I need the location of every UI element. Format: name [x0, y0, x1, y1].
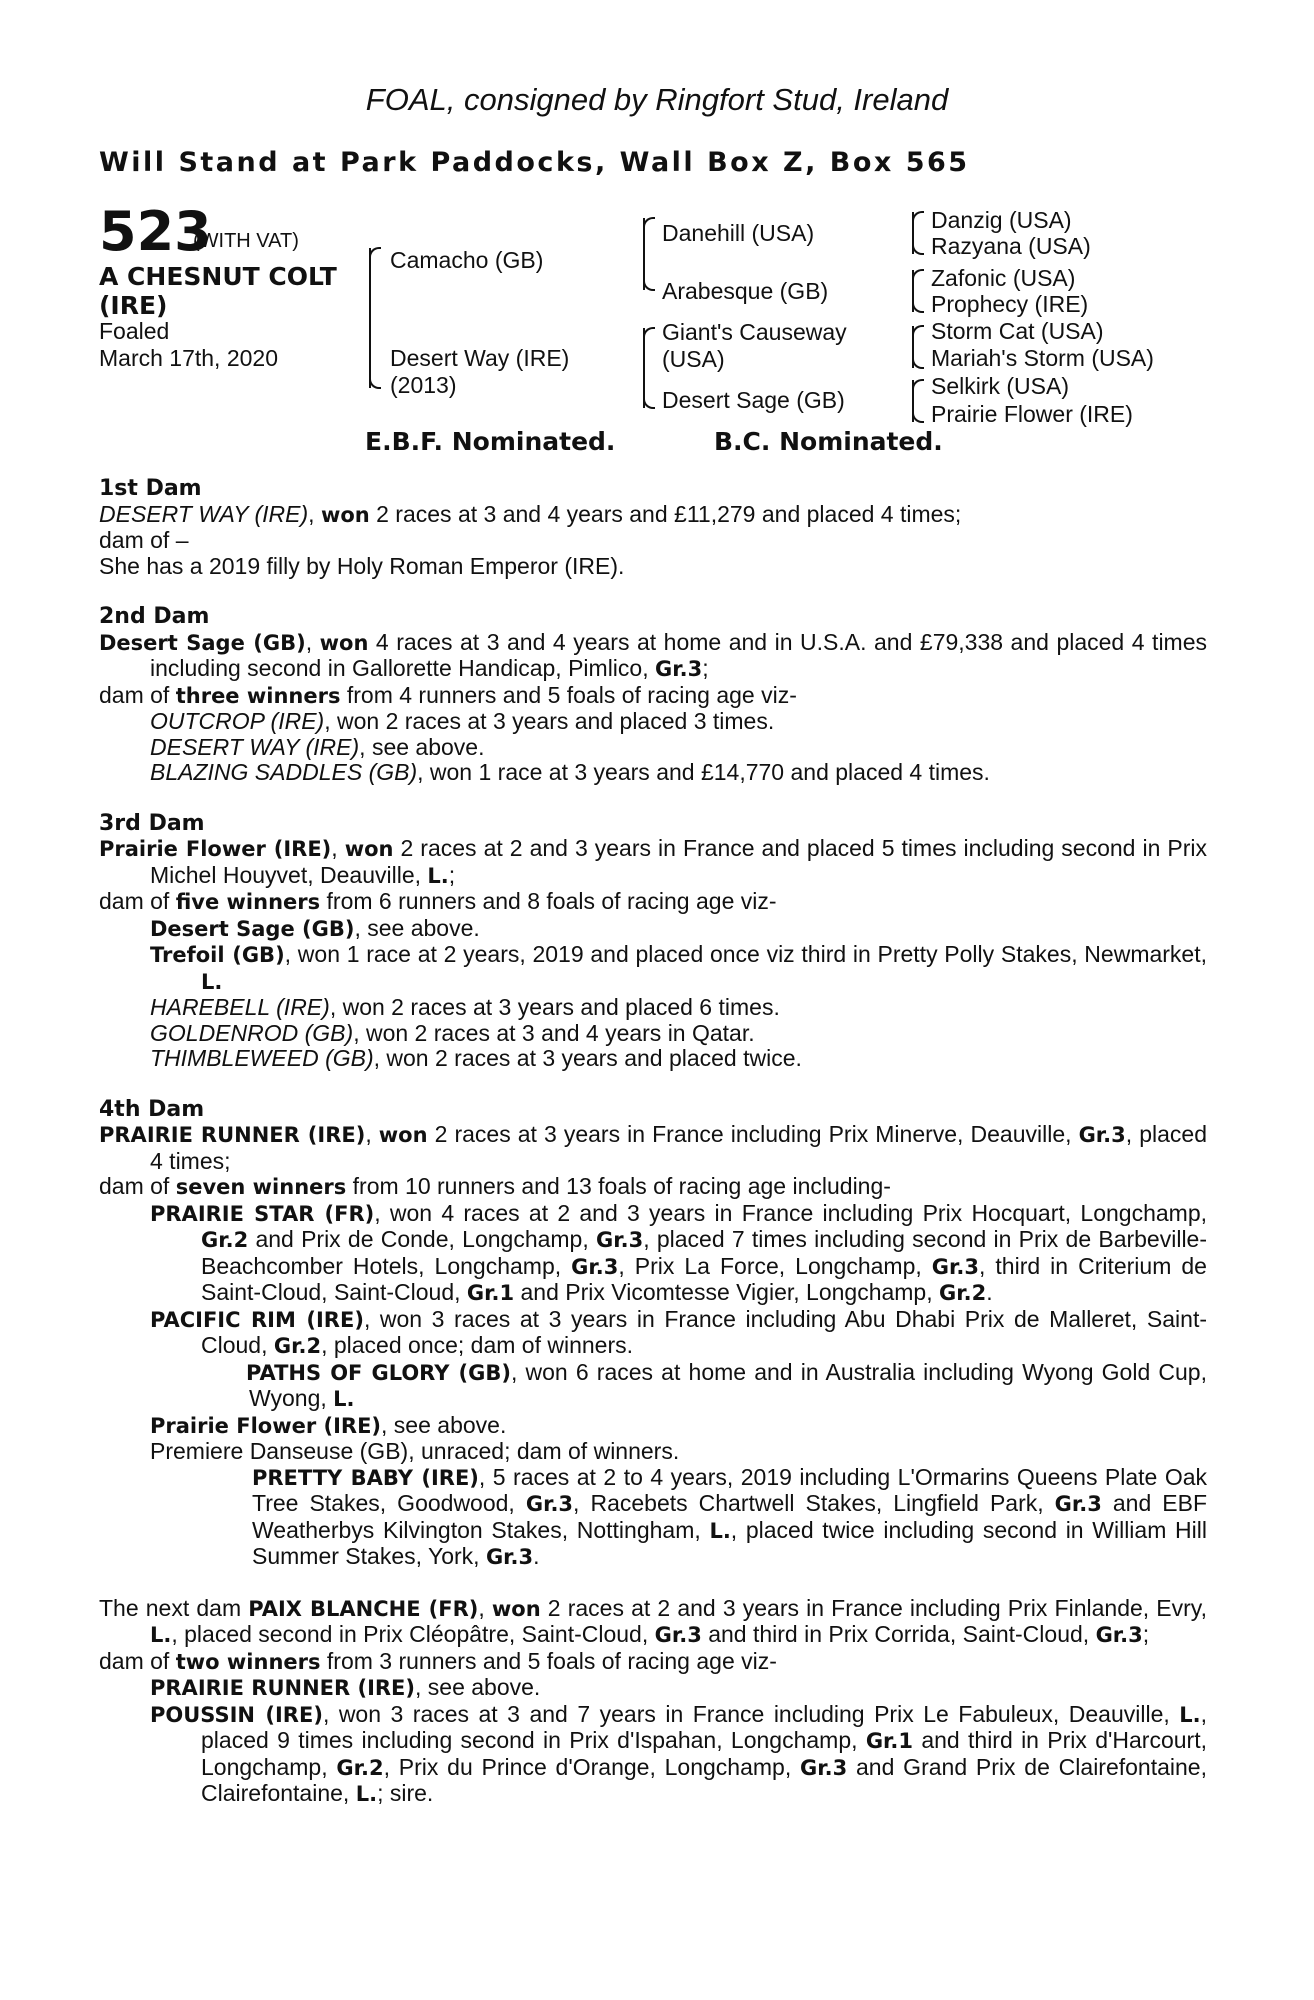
pedigree-dam-dam: Desert Sage (GB) — [662, 387, 845, 413]
dam-record: The next dam PAIX BLANCHE (FR), won 2 races at 2 and 3 years in France including Prix Finlande, Evry, L., placed second in Prix Cléopâtre, Saint-Cloud, Gr.3 and third in Prix Corrida, Saint-Cloud, Gr.3; — [99, 1594, 1207, 1647]
produce-line — [99, 942, 1207, 995]
dam-of-line: dam of – — [99, 527, 189, 553]
grade-label: Gr.3 — [571, 1254, 619, 1279]
grade-label: Gr.2 — [939, 1281, 987, 1305]
grade-label: Gr.3 — [485, 1545, 534, 1569]
pedigree-brace — [912, 380, 914, 422]
record-text: , won 3 races at 3 years in France including Abu Dhabi Prix de Malleret, Saint-Cloud, — [201, 1305, 1207, 1358]
horse-name: HAREBELL (IRE) — [150, 994, 330, 1020]
section-heading: 1st Dam — [99, 476, 202, 501]
dam-of-line — [99, 1174, 1207, 1201]
record-text: ; sire. — [377, 1780, 434, 1806]
record-text: and Prix de Conde, Longchamp, — [248, 1226, 596, 1252]
pedigree-dam-sire-country: (USA) — [662, 346, 725, 372]
next-dam-section — [99, 1596, 1207, 1808]
grade-label: L. — [427, 863, 449, 888]
record-text: from 10 runners and 13 foals of racing age including- — [346, 1173, 891, 1199]
produce-line — [99, 735, 1207, 761]
record-text: , placed 7 times including second in Prix de Barbeville-Beachcomber Hotels, Longchamp, — [201, 1226, 1208, 1279]
record-text: , won 2 races at 3 years and placed 3 times. — [324, 708, 775, 734]
record-text: and Prix Vicomtesse Vigier, Longchamp, — [514, 1279, 940, 1305]
pedigree-ancestor: Razyana (USA) — [931, 233, 1091, 259]
horse-name: PATHS OF GLORY (GB) — [246, 1360, 511, 1385]
dam-of-line — [99, 683, 1207, 710]
produce-line — [99, 1702, 1207, 1808]
record-text: , placed once; dam of winners. — [321, 1332, 634, 1358]
second-dam-section — [99, 604, 1207, 786]
produce-line — [99, 1465, 1207, 1571]
grade-label: Gr.3 — [654, 1623, 702, 1647]
foaled-date: March 17th, 2020 — [99, 345, 279, 371]
grade-label: Gr.2 — [273, 1334, 322, 1358]
record-text: and third in Prix d'Harcourt, Longchamp, — [201, 1727, 1207, 1780]
grade-label: Gr.3 — [655, 657, 703, 681]
horse-name: BLAZING SADDLES (GB) — [150, 759, 418, 785]
pedigree-ancestor: Danzig (USA) — [931, 207, 1072, 233]
pedigree-ancestor: Zafonic (USA) — [931, 265, 1076, 291]
winners-count: two winners — [175, 1649, 321, 1674]
horse-name: Prairie Flower (IRE) — [150, 1413, 382, 1438]
record-text: dam of — [99, 888, 176, 914]
record-text: , Prix La Force, Longchamp, — [618, 1252, 932, 1279]
produce-line — [99, 760, 1207, 786]
record-text: from 6 runners and 8 foals of racing age viz- — [320, 888, 777, 914]
grade-label: Gr.3 — [596, 1228, 644, 1252]
pedigree-dam-year: (2013) — [390, 372, 457, 398]
pedigree-brace — [643, 328, 645, 408]
dam-record: DESERT WAY (IRE), won 2 races at 3 and 4 years and £11,279 and placed 4 times; — [99, 500, 962, 527]
record-text: , see above. — [354, 914, 480, 941]
grade-label: Gr.3 — [1078, 1123, 1126, 1147]
pedigree-sire-sire: Danehill (USA) — [662, 220, 815, 246]
grade-label: Gr.2 — [336, 1755, 384, 1780]
produce-line — [99, 1307, 1207, 1360]
pedigree-ancestor: Mariah's Storm (USA) — [931, 345, 1154, 371]
produce-line: Premiere Danseuse (GB), unraced; dam of winners. — [150, 1438, 680, 1464]
bc-nomination: B.C. Nominated. — [714, 427, 943, 456]
record-text: The next dam — [99, 1594, 249, 1621]
grade-label: L. — [1179, 1702, 1201, 1727]
horse-name: Desert Sage (GB) — [99, 630, 306, 655]
record-text: dam of — [99, 1173, 176, 1199]
record-text: , third in Criterium de Saint-Cloud, Saint-Cloud, — [201, 1252, 1207, 1305]
pedigree-dam-sire-name: Giant's Causeway — [662, 319, 847, 345]
record-text: ; — [448, 861, 456, 888]
foaled-label: Foaled — [99, 318, 170, 344]
won-label: won — [319, 630, 369, 655]
record-text: , placed 4 times; — [150, 1121, 1207, 1174]
record-text: , won 2 races at 3 years and placed twice. — [373, 1045, 802, 1071]
won-label: won — [320, 502, 370, 527]
won-label: won — [491, 1596, 541, 1621]
grade-label: Gr.3 — [800, 1755, 848, 1780]
pedigree-brace — [912, 270, 914, 312]
record-text: , see above. — [359, 733, 485, 760]
record-text: 2 races at 3 and 4 years and £11,279 and placed 4 times; — [369, 500, 962, 527]
family-record — [99, 476, 1207, 1808]
produce-line — [99, 1201, 1207, 1307]
record-text: , placed twice including second in William Hill Summer Stakes, York, — [252, 1516, 1207, 1569]
record-text: , see above. — [381, 1411, 507, 1438]
pedigree-brace — [369, 248, 371, 388]
pedigree-brace — [912, 326, 914, 368]
horse-name: PAIX BLANCHE (FR) — [248, 1596, 479, 1621]
third-dam-section — [99, 811, 1207, 1072]
horse-name: Prairie Flower (IRE) — [99, 837, 332, 861]
ebf-nomination: E.B.F. Nominated. — [365, 427, 616, 456]
horse-name: OUTCROP (IRE) — [150, 708, 325, 734]
record-text: and third in Prix Corrida, Saint-Cloud, — [701, 1621, 1096, 1647]
pedigree-dam — [390, 345, 569, 399]
record-text: from 4 runners and 5 foals of racing age viz- — [340, 681, 797, 708]
record-text: 2 races at 3 years in France including Prix Minerve, Deauville, — [427, 1121, 1079, 1147]
pedigree-sire-dam: Arabesque (GB) — [662, 278, 829, 304]
record-text: dam of — [99, 681, 176, 708]
first-dam-section — [99, 476, 1207, 579]
consignor-title: FOAL, consigned by Ringfort Stud, Ireland — [365, 82, 949, 117]
horse-name: DESERT WAY (IRE) — [150, 733, 360, 760]
pedigree-brace — [643, 218, 645, 290]
record-text: , won 3 races at 3 and 7 years in France including Prix Le Fabuleux, Deauville, — [322, 1700, 1180, 1727]
record-text: , Racebets Chartwell Stakes, Lingfield Park, — [573, 1490, 1055, 1516]
won-label: won — [378, 1123, 428, 1147]
horse-name: PRAIRIE STAR (FR) — [150, 1201, 375, 1226]
grade-label: Gr.3 — [525, 1492, 574, 1516]
record-text: , Prix du Prince d'Orange, Longchamp, — [383, 1753, 801, 1780]
pedigree-dam-sire — [662, 319, 847, 373]
horse-name: PRAIRIE RUNNER (IRE) — [150, 1676, 415, 1700]
record-text: . — [986, 1279, 993, 1305]
grade-label: L. — [333, 1387, 355, 1411]
produce-line — [99, 1046, 1207, 1072]
horse-name: PACIFIC RIM (IRE) — [150, 1307, 364, 1332]
record-text: dam of — [99, 1647, 176, 1674]
pedigree-ancestor: Storm Cat (USA) — [931, 318, 1104, 344]
horse-name: Trefoil (GB) — [150, 943, 285, 967]
produce-line — [99, 995, 1207, 1021]
dam-record: Desert Sage (GB), won 4 races at 3 and 4 years at home and in U.S.A. and £79,338 and placed 4 times including second in Gallorette Handicap, Pimlico, Gr.3; — [99, 628, 1208, 681]
grade-label: L. — [201, 969, 223, 994]
horse-description-line: (IRE) — [99, 291, 168, 320]
produce-line — [99, 1413, 1207, 1440]
vat-note: (WITH VAT) — [193, 230, 299, 252]
grade-label: L. — [355, 1782, 378, 1806]
foaled-info — [99, 318, 278, 372]
horse-name: PRAIRIE RUNNER (IRE) — [99, 1123, 366, 1147]
fourth-dam-section — [99, 1097, 1207, 1571]
pedigree-dam-name: Desert Way (IRE) — [390, 345, 570, 371]
record-text: , placed second in Prix Cléopâtre, Saint-Cloud, — [171, 1621, 655, 1647]
produce-line — [99, 709, 1207, 735]
grade-label: Gr.1 — [466, 1281, 515, 1305]
record-text: , won 4 races at 2 and 3 years in France including Prix Hocquart, Longchamp, — [374, 1199, 1207, 1226]
record-text: , won 2 races at 3 and 4 years in Qatar. — [353, 1019, 755, 1046]
pedigree-ancestor: Selkirk (USA) — [931, 373, 1070, 399]
section-heading: 4th Dam — [99, 1096, 205, 1122]
winners-count: three winners — [175, 683, 341, 708]
grade-label: L. — [709, 1518, 731, 1543]
section-heading: 3rd Dam — [99, 810, 205, 836]
produce-line: She has a 2019 filly by Holy Roman Emperor (IRE). — [99, 552, 625, 579]
horse-description-line: A CHESNUT COLT — [99, 262, 337, 291]
winners-count: seven winners — [175, 1175, 347, 1199]
horse-name: GOLDENROD (GB) — [150, 1019, 354, 1046]
pedigree-ancestor: Prairie Flower (IRE) — [931, 401, 1133, 427]
record-text: and Grand Prix de Clairefontaine, Clairefontaine, — [201, 1753, 1207, 1806]
grade-label: Gr.3 — [1054, 1492, 1102, 1516]
produce-line — [99, 1021, 1207, 1047]
horse-name: PRETTY BABY (IRE) — [252, 1465, 479, 1490]
grade-label: L. — [150, 1623, 172, 1647]
horse-name: DESERT WAY (IRE) — [99, 500, 309, 527]
record-text: , see above. — [415, 1674, 541, 1700]
record-text: . — [533, 1543, 540, 1569]
won-label: won — [344, 837, 394, 861]
dam-of-line — [99, 889, 1207, 916]
grade-label: Gr.3 — [931, 1254, 979, 1279]
grade-label: Gr.1 — [865, 1729, 914, 1753]
record-text: ; — [1142, 1621, 1150, 1647]
record-text: and EBF Weatherbys Kilvington Stakes, Nottingham, — [252, 1490, 1208, 1543]
record-text: , won 2 races at 3 years and placed 6 times. — [329, 994, 780, 1020]
dam-of-line — [99, 1649, 1207, 1676]
record-text: , 5 races at 2 to 4 years, 2019 including L'Ormarins Queens Plate Oak Tree Stakes, Goodwood, — [252, 1463, 1208, 1516]
record-text: ; — [702, 655, 709, 681]
produce-line — [99, 916, 1207, 943]
record-text: , won 1 race at 3 years and £14,770 and placed 4 times. — [417, 759, 990, 785]
pedigree-brace — [912, 212, 914, 254]
record-text: 4 races at 3 and 4 years at home and in U.S.A. and £79,338 and placed 4 times including second in Gallorette Handicap, Pimlico, — [150, 628, 1208, 681]
horse-description — [99, 262, 337, 320]
horse-name: Desert Sage (GB) — [150, 916, 355, 941]
record-text: , placed 9 times including second in Prix d'Ispahan, Longchamp, — [201, 1700, 1207, 1753]
dam-record: Prairie Flower (IRE), won 2 races at 2 and 3 years in France and placed 5 times including second in Prix Michel Houyvet, Deauville, L.; — [99, 835, 1208, 888]
pedigree-sire: Camacho (GB) — [390, 247, 544, 273]
produce-line — [99, 1675, 1207, 1702]
section-heading: 2nd Dam — [99, 604, 210, 629]
record-text: , won 6 races at home and in Australia including Wyong Gold Cup, Wyong, — [249, 1358, 1207, 1411]
horse-name: POUSSIN (IRE) — [150, 1702, 323, 1727]
lot-number: 523 — [99, 200, 212, 263]
grade-label: Gr.2 — [201, 1228, 249, 1252]
produce-line — [99, 1360, 1207, 1413]
winners-count: five winners — [175, 890, 321, 914]
grade-label: Gr.3 — [1095, 1623, 1143, 1647]
record-text: from 3 runners and 5 foals of racing age viz- — [320, 1647, 777, 1674]
record-text: , won 1 race at 2 years, 2019 and placed once viz third in Pretty Polly Stakes, Newmarket, — [284, 941, 1208, 967]
pedigree-ancestor: Prophecy (IRE) — [931, 291, 1089, 317]
stand-location: Will Stand at Park Paddocks, Wall Box Z, Box 565 — [99, 147, 970, 178]
record-text: 2 races at 2 and 3 years in France including Prix Finlande, Evry, — [540, 1594, 1207, 1621]
horse-name: THIMBLEWEED (GB) — [150, 1045, 374, 1071]
dam-record: PRAIRIE RUNNER (IRE), won 2 races at 3 years in France including Prix Minerve, Deauville, Gr.3, placed 4 times; — [99, 1121, 1207, 1174]
record-text: 2 races at 2 and 3 years in France and placed 5 times including second in Prix Michel Houyvet, Deauville, — [150, 835, 1208, 888]
